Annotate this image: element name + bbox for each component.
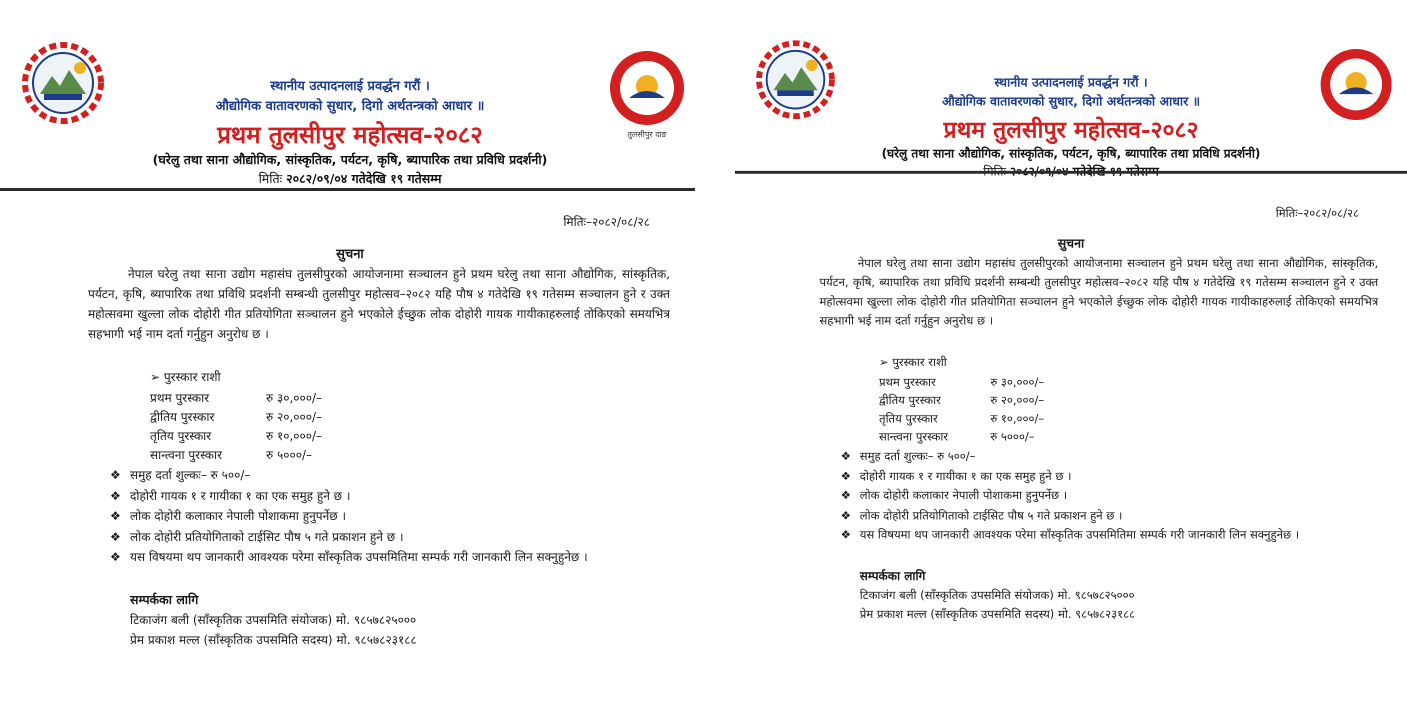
prize-name: द्वीतिय पुरस्कार: [150, 410, 215, 424]
festival-title: प्रथम तुलसीपुर महोत्सव-२०८२: [217, 120, 483, 149]
rule-text: दोहोरी गायक १ र गायीका १ का एक समुह हुने छ ।: [859, 468, 1072, 483]
rule-text: समुह दर्ता शुल्कः– रु ५००/–: [859, 449, 976, 463]
diamond-bullet-icon: ❖: [110, 509, 121, 523]
list-item: [110, 527, 670, 548]
notice-content: [735, 0, 1407, 691]
prize-name: प्रथम पुरस्कार: [150, 391, 210, 405]
contact-person: प्रेम प्रकाश मल्ल (साँस्कृतिक उपसमिति सदस्य) मो. ९८५७८२३१८८: [859, 607, 1136, 622]
diamond-bullet-icon: ❖: [110, 550, 121, 564]
contact-person: टिकाजंग बली (साँस्कृतिक उपसमिति संयोजक) मो. ९८५७८२५०००: [859, 588, 1135, 602]
prize-name: द्वीतिय पुरस्कार: [879, 393, 941, 408]
rule-text: लोक दोहोरी कलाकार नेपाली पोशाकमा हुनुपर्नेछ ।: [859, 488, 1068, 503]
list-item: [841, 525, 1379, 545]
rule-text: समुह दर्ता शुल्कः– रु ५००/–: [130, 468, 251, 482]
notice-title: सुचना: [336, 247, 364, 262]
diamond-bullet-icon: ❖: [840, 468, 851, 483]
prize-name: सान्त्वना पुरस्कार: [150, 448, 222, 462]
prize-amount: रु १०,०००/–: [266, 429, 323, 443]
notice-page-left: [0, 0, 695, 720]
diamond-bullet-icon: ❖: [110, 488, 121, 503]
tagline-1: स्थानीय उत्पादनलाई प्रवर्द्धन गरौं ।: [994, 75, 1148, 91]
rule-text: दोहोरी गायक १ र गायीका १ का एक समुह हुने छ ।: [130, 488, 351, 503]
header-divider: [735, 171, 1407, 174]
list-item: [841, 466, 1379, 486]
prize-amount: रु ५०००/–: [266, 448, 312, 462]
contact-person: प्रेम प्रकाश मल्ल (साँस्कृतिक उपसमिति सदस्य) मो. ९८५७८२३१८८: [130, 633, 417, 647]
date-range-value: २०८२/०९/०४ गतेदेखि १९ गतेसम्म: [286, 171, 442, 186]
contact-person: टिकाजंग बली (साँस्कृतिक उपसमिति संयोजक) मो. ९८५७८२५०००: [130, 613, 417, 627]
seal-caption: तुलसीपुर दाङ: [627, 130, 667, 139]
contact-heading: सम्पर्कका लागि: [130, 592, 199, 607]
list-item: [841, 505, 1379, 525]
prize-row: [150, 388, 322, 407]
letter-date: मितिः–२०८२/०८/२८: [1275, 206, 1359, 220]
notice-paragraph: नेपाल घरेलु तथा साना उद्योग महासंघ तुलसीपुरको आयोजनामा सञ्चालन हुने प्रथम घरेलु तथा साना औद्योगिक, सांस्कृतिक, पर्यटन, कृषि, ब्यापारिक तथा प्रविधि प्रदर्शनी सम्बन्धी तुलसीपुर महोत्सव–२०८२ यहि पौष ४ गतेदेखि १९ गतेसम्म सञ्चालन हुने र उक्त महोत्सवमा खुल्ला लोक दोहोरी गीत प्रतियोगिता सञ्चालन हुने भएकोले ईच्छुक लोक दोहोरी गायक गायीकाहरुलाई तोकिएको समयभित्र सहभागी भई नाम दर्ता गर्नुहुन अनुरोध छ ।: [88, 267, 670, 341]
rule-text: यस विषयमा थप जानकारी आवश्यक परेमा साँस्कृतिक उपसमितिमा सम्पर्क गरी जानकारी लिन सक्नुहुनेछ ।: [859, 528, 1300, 542]
tagline-2: औद्योगिक वातावरणको सुधार, दिगो अर्थतन्त्रको आधार ॥: [215, 99, 485, 114]
prize-amount: रु ३०,०००/–: [990, 375, 1045, 389]
notice-page-right: [695, 0, 1379, 720]
prize-amount: रु ५०००/–: [990, 430, 1035, 444]
date-label: मितिः: [258, 171, 283, 186]
prize-name: प्रथम पुरस्कार: [879, 375, 936, 389]
prize-name: सान्त्वना पुरस्कार: [879, 430, 949, 444]
prize-row: [150, 445, 322, 464]
letter-date: मितिः–२०८२/०८/२८: [563, 215, 650, 229]
prize-row: [879, 391, 1044, 409]
prize-amount: रु २०,०००/–: [266, 410, 323, 424]
prize-heading: ➢ पुरस्कार राशी: [879, 355, 947, 369]
diamond-bullet-icon: ❖: [110, 529, 121, 544]
notice-content: [0, 0, 700, 720]
list-item: [110, 506, 670, 527]
prize-row: [150, 407, 322, 426]
diamond-bullet-icon: ❖: [840, 528, 851, 542]
prize-table: [150, 388, 322, 464]
diamond-bullet-icon: ❖: [840, 449, 851, 463]
prize-amount: रु १०,०००/–: [990, 411, 1045, 426]
rule-text: लोक दोहोरी प्रतियोगिताको टाईसिट पौष ५ गते प्रकाशन हुने छ ।: [859, 508, 1123, 522]
prize-row: [879, 372, 1044, 390]
tagline-2: औद्योगिक वातावरणको सुधार, दिगो अर्थतन्त्रको आधार ॥: [941, 95, 1201, 110]
notice-title: सुचना: [1057, 237, 1085, 252]
prize-name: तृतिय पुरस्कार: [150, 429, 212, 443]
diamond-bullet-icon: ❖: [840, 488, 851, 503]
list-item: [841, 486, 1379, 506]
prize-row: [879, 409, 1044, 427]
list-item: [110, 486, 670, 507]
rules-list: [841, 446, 1379, 544]
prize-row: [150, 426, 322, 445]
list-item: [110, 547, 670, 568]
list-item: [841, 446, 1379, 466]
festival-title: प्रथम तुलसीपुर महोत्सव-२०८२: [943, 115, 1199, 144]
prize-heading: ➢ पुरस्कार राशी: [150, 370, 221, 384]
contact-heading: सम्पर्कका लागि: [859, 568, 926, 583]
header-divider: [0, 188, 700, 191]
rule-text: लोक दोहोरी प्रतियोगिताको टाईसिट पौष ५ गते प्रकाशन हुने छ ।: [130, 529, 404, 544]
diamond-bullet-icon: ❖: [110, 468, 121, 482]
rules-list: [110, 465, 670, 568]
prize-amount: रु २०,०००/–: [990, 393, 1045, 408]
rule-text: लोक दोहोरी कलाकार नेपाली पोशाकमा हुनुपर्नेछ ।: [130, 509, 347, 523]
festival-subtitle: (घरेलु तथा साना औद्योगिक, सांस्कृतिक, पर्यटन, कृषि, ब्यापारिक तथा प्रविधि प्रदर्शनी): [152, 152, 548, 167]
notice-paragraph: नेपाल घरेलु तथा साना उद्योग महासंघ तुलसीपुरको आयोजनामा सञ्चालन हुने प्रथम घरेलु तथा साना औद्योगिक, सांस्कृतिक, पर्यटन, कृषि, ब्यापारिक तथा प्रविधि प्रदर्शनी सम्बन्धी तुलसीपुर महोत्सव–२०८२ यहि पौष ४ गतेदेखि १९ गतेसम्म सञ्चालन हुने र उक्त महोत्सवमा खुल्ला लोक दोहोरी गीत प्रतियोगिता सञ्चालन हुने भएकोले ईच्छुक लोक दोहोरी गायक गायीकाहरुलाई तोकिएको समयभित्र सहभागी भई नाम दर्ता गर्नुहुन अनुरोध छ ।: [819, 256, 1379, 328]
list-item: [110, 465, 670, 486]
festival-subtitle: (घरेलु तथा साना औद्योगिक, सांस्कृतिक, पर्यटन, कृषि, ब्यापारिक तथा प्रविधि प्रदर्शनी): [881, 145, 1261, 161]
prize-name: तृतिय पुरस्कार: [879, 411, 938, 426]
rule-text: यस विषयमा थप जानकारी आवश्यक परेमा साँस्कृतिक उपसमितिमा सम्पर्क गरी जानकारी लिन सक्नुहुनेछ ।: [130, 550, 588, 564]
tagline-1: स्थानीय उत्पादनलाई प्रवर्द्धन गरौं ।: [270, 79, 430, 94]
prize-row: [879, 427, 1044, 445]
prize-amount: रु ३०,०००/–: [266, 391, 323, 405]
festival-date-range: [0, 170, 700, 187]
prize-table: [879, 372, 1044, 445]
diamond-bullet-icon: ❖: [840, 508, 851, 522]
